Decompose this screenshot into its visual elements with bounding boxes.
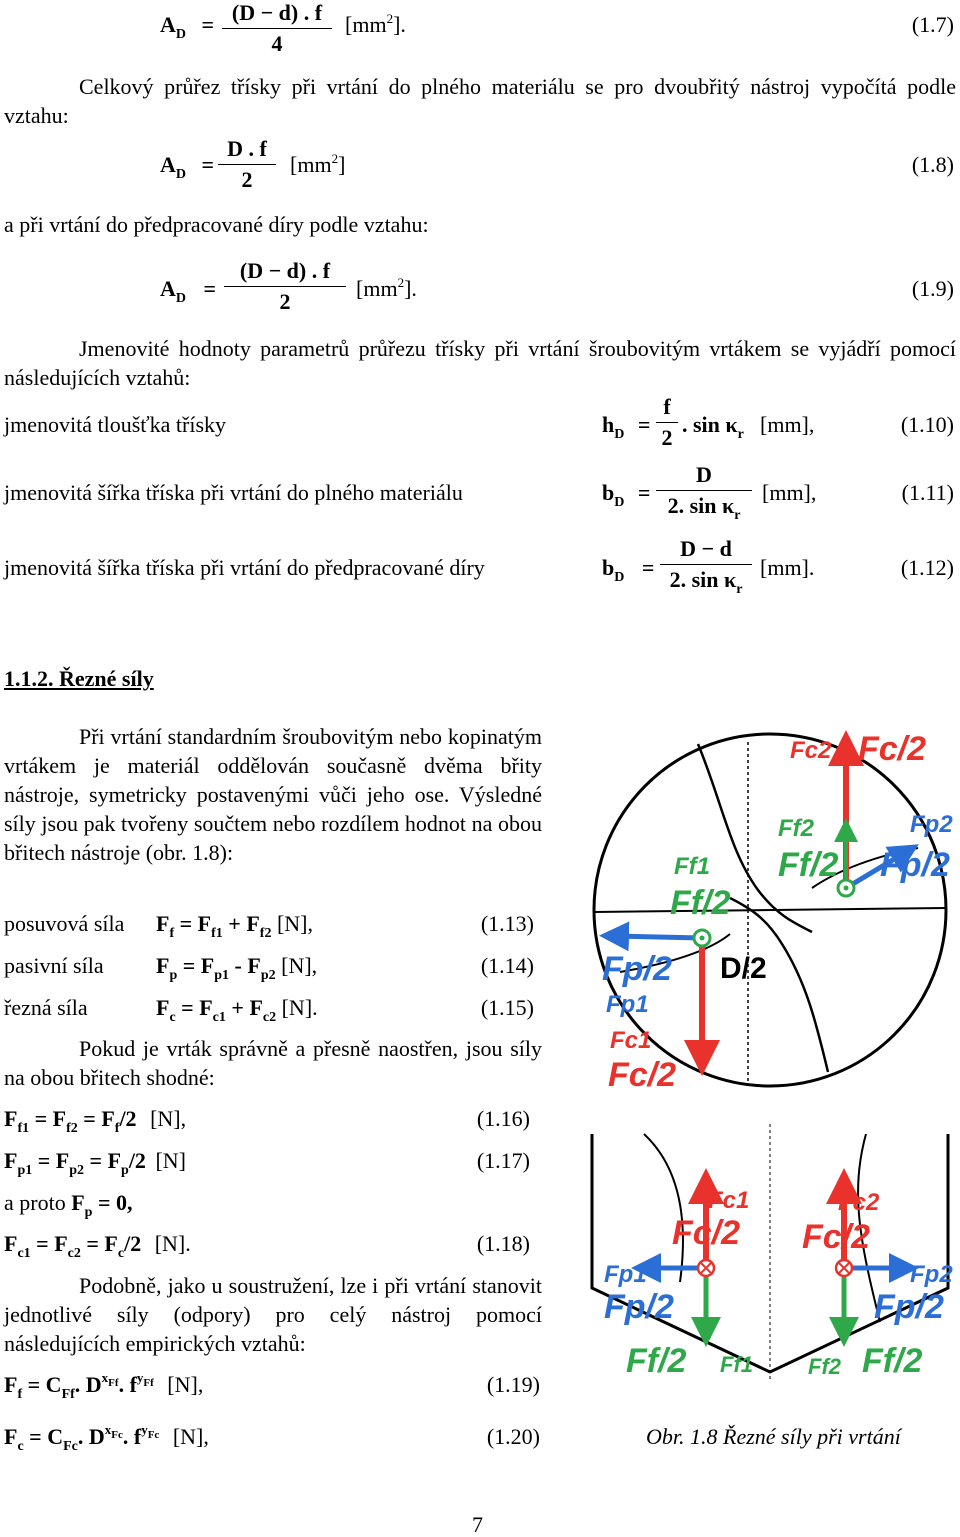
eq-1-12-unit: [mm]. [760, 555, 815, 580]
eq-1-11-number: (1.11) [901, 480, 954, 505]
label-ff1: Ff1 [674, 853, 710, 880]
eq-1-10-fraction: f 2 [656, 394, 678, 452]
eq-1-11-fraction: D 2. $\sin \kappa_r$ [656, 462, 752, 520]
eq-1-18: $F_{c1} = F_{c2} = F_c/2$ [N]. (1.18) [4, 1231, 530, 1261]
eq-1-17: $F_{p1} = F_{p2} = F_p/2$ [N] (1.17) [4, 1148, 530, 1178]
label-fp2: Fp2 [910, 811, 953, 838]
eq-1-8-unit: $[mm^2]$ [290, 151, 346, 177]
eq-1-11-unit: [mm], [762, 480, 817, 505]
eq-1-12-lhs: $b_D$ = [602, 555, 655, 585]
paragraph-6: Podobně, jako u soustružení, lze i při vrtání stanovit jednotlivé síly (odpory) pro celý nástroj pomocí následujících empirických vztahů: [4, 1273, 542, 1356]
page-number: 7 [472, 1512, 483, 1537]
eq-1-15: řezná síla $F_c = F_{c1} + F_{c2}$ [N]. (1.15) [4, 995, 534, 1025]
label-fc-half-left: Fc/2 [608, 1056, 677, 1094]
figure-caption: Obr. 1.8 Řezné síly při vrtání [646, 1424, 901, 1449]
arrow-fp-left [614, 936, 702, 938]
eq-1-11-lhs: $b_D$ = [602, 480, 651, 510]
eq-1-13: posuvová síla $F_f = F_{f1} + F_{f2}$ [N], (1.13) [4, 911, 534, 941]
label-ff2-bottom: Ff2 [808, 1354, 841, 1379]
eq-1-9-fraction: (D − d) . f 2 [224, 258, 346, 316]
label-ff-half-right: Ff/2 [778, 846, 839, 884]
eq-1-10-tail: . $\sin \kappa_r$ [682, 412, 744, 442]
label-fc1-bottom: Fc1 [708, 1187, 750, 1214]
label-ff2: Ff2 [778, 815, 814, 842]
eq-1-8-lhs: $A_D$ = [160, 152, 215, 182]
label-fp2-bottom: Fp2 [910, 1261, 953, 1288]
eq-1-10-lhs: $h_D$ = [602, 412, 651, 442]
label-d-half: D/2 [720, 952, 767, 985]
label-ff-half-right-bottom: Ff/2 [862, 1342, 923, 1380]
label-fp-half-left-bottom: Fp/2 [604, 1288, 674, 1326]
eq-1-8-fraction: D . f 2 [218, 136, 276, 194]
paragraph-3: Jmenovité hodnoty parametrů průřezu třísky při vrtání šroubovitým vrtákem se vyjádří pomocí následujících vztahů: [4, 336, 956, 390]
eq-1-7-unit: $[mm^2]$. [345, 11, 406, 37]
label-fp-half-right-bottom: Fp/2 [874, 1288, 944, 1326]
eq-1-14: pasivní síla $F_p = F_{p1} - F_{p2}$ [N], (1.14) [4, 953, 534, 983]
eq-1-19: $F_f = C_{Ff}$. $D^{xFf}$. $f^{yFf}$ [N], (1.19) [4, 1370, 540, 1402]
label-fp-half-left: Fp/2 [602, 950, 672, 988]
label-fp1-bottom: Fp1 [604, 1261, 647, 1288]
label-fc-half-left-bottom: Fc/2 [672, 1214, 741, 1252]
eq-1-11-label: jmenovitá šířka tříska při vrtání do plného materiálu [4, 480, 463, 505]
section-title: 1.1.2. Řezné síly [4, 666, 154, 691]
label-fc1: Fc1 [610, 1027, 652, 1054]
eq-1-10-label: jmenovitá tloušťka třísky [4, 412, 227, 437]
drilling-forces-figure [580, 722, 960, 1402]
eq-1-10-number: (1.10) [900, 412, 954, 437]
eq-1-12-number: (1.12) [900, 555, 954, 580]
eq-1-9-lhs: $A_D$ = [160, 276, 217, 306]
label-fc-half-right-bottom: Fc/2 [802, 1218, 871, 1256]
eq-1-16: $F_{f1} = F_{f2} = F_f/2$ [N], (1.16) [4, 1106, 530, 1136]
label-fp1: Fp1 [606, 991, 649, 1018]
eq-1-7-fraction: (D − d) . f 4 [222, 0, 332, 58]
label-fc2-bottom: Fc2 [838, 1189, 880, 1216]
label-ff-half-left: Ff/2 [670, 884, 731, 922]
eq-1-10-unit: [mm], [760, 412, 815, 437]
eq-1-17b: a proto $F_p = 0$, [4, 1190, 133, 1220]
label-ff-half-left-bottom: Ff/2 [626, 1342, 687, 1380]
label-fc2: Fc2 [790, 737, 832, 764]
label-fp-half-right: Fp/2 [880, 846, 950, 884]
eq-1-9-number: (1.9) [911, 276, 954, 301]
eq-1-7-lhs: $A_D$ = [160, 12, 215, 42]
paragraph-4: Při vrtání standardním šroubovitým nebo kopinatým vrtákem je materiál oddělován současně dvěma břity nástroje, symetricky postavenými vůči jeho ose. Výsledné síly jsou pak tvořeny součtem nebo rozdílem hodnot na obou břitech nástroje (obr. 1.8): [4, 724, 542, 865]
eq-1-7-number: (1.7) [911, 12, 954, 37]
eq-1-12-fraction: D − d 2. $\sin \kappa_r$ [660, 536, 752, 594]
label-fc-half-top: Fc/2 [858, 730, 927, 768]
label-ff1-bottom: Ff1 [720, 1352, 753, 1377]
eq-1-12-label: jmenovitá šířka tříska při vrtání do předpracované díry [4, 555, 485, 580]
eq-1-8-number: (1.8) [911, 152, 954, 177]
paragraph-1: Celkový průřez třísky při vrtání do plného materiálu se pro dvoubřitý nástroj vypočítá podle vztahu: [4, 74, 956, 128]
paragraph-2: a při vrtání do předpracované díry podle vztahu: [4, 212, 429, 237]
eq-1-20: $F_c = C_{Fc}$. $D^{xFc}$. $f^{yFc}$ [N], (1.20) [4, 1422, 540, 1454]
paragraph-5: Pokud je vrták správně a přesně naostřen, jsou síly na obou břitech shodné: [4, 1036, 542, 1090]
eq-1-9-unit: $[mm^2]$. [356, 275, 417, 301]
